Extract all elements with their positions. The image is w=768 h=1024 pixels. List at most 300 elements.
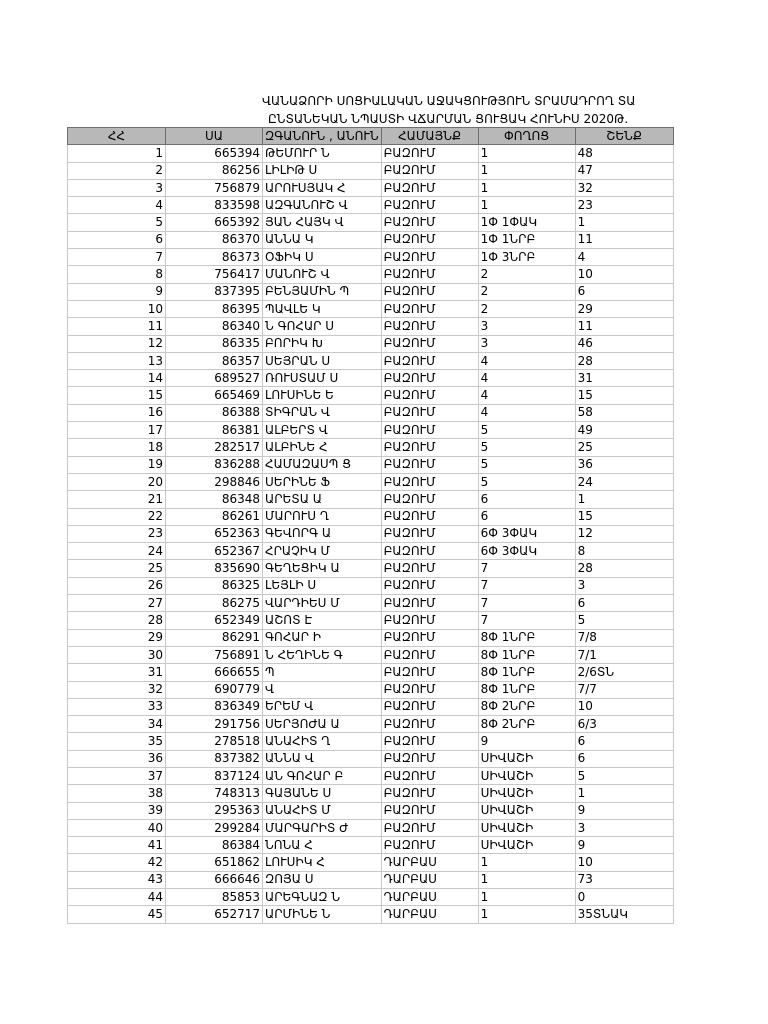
cell-street: 7 [478,612,575,629]
cell-street: 8Փ 1ՆՐԲ [478,629,575,646]
cell-building: 31 [575,370,673,387]
cell-id: 837382 [166,750,263,767]
cell-street: 5 [478,439,575,456]
cell-id: 690779 [166,681,263,698]
cell-id: 86325 [166,577,263,594]
cell-number: 2 [68,162,166,179]
cell-number: 7 [68,249,166,266]
cell-name: ՆՈՆԱ Հ [263,837,382,854]
cell-community: ԲԱԶՈՒՄ [381,231,478,248]
cell-number: 32 [68,681,166,698]
cell-name: ԱԶԳԱՆՈՒՇ Վ [263,197,382,214]
cell-id: 756417 [166,266,263,283]
cell-name: ՍԵՅՐԱՆ Ս [263,352,382,369]
cell-building: 12 [575,525,673,542]
cell-building: 28 [575,560,673,577]
cell-building: 49 [575,422,673,439]
cell-name: ՊԱՎԼԵ Կ [263,300,382,317]
cell-name: ՄԱՐՈՒՍ Ղ [263,508,382,525]
cell-street: 6Փ 3ՓԱԿ [478,525,575,542]
cell-street: ՍԻՎԱՇԻ [478,767,575,784]
cell-community: ԲԱԶՈՒՄ [381,179,478,196]
cell-number: 41 [68,837,166,854]
cell-community: ԲԱԶՈՒՄ [381,335,478,352]
cell-number: 13 [68,352,166,369]
cell-building: 11 [575,231,673,248]
cell-community: ԲԱԶՈՒՄ [381,422,478,439]
cell-id: 86261 [166,508,263,525]
cell-community: ԲԱԶՈՒՄ [381,318,478,335]
cell-community: ԲԱԶՈՒՄ [381,716,478,733]
table-row [68,508,674,525]
cell-street: 1 [478,854,575,871]
cell-street: 6 [478,491,575,508]
header-community: ՀԱՄԱՅՆՔ [381,128,478,145]
cell-number: 30 [68,646,166,663]
cell-id: 689527 [166,370,263,387]
cell-name: ՎԱՐԴԻԵՍ Մ [263,595,382,612]
cell-id: 282517 [166,439,263,456]
cell-building: 15 [575,387,673,404]
cell-community: ԲԱԶՈՒՄ [381,508,478,525]
cell-number: 37 [68,767,166,784]
cell-name: ԼՈՒՍԻՆԵ Ե [263,387,382,404]
cell-building: 10 [575,854,673,871]
cell-name: ԱՐԵՏԱ Ա [263,491,382,508]
cell-building: 9 [575,837,673,854]
cell-street: 8Փ 1ՆՐԲ [478,664,575,681]
cell-building: 5 [575,767,673,784]
cell-id: 86291 [166,629,263,646]
cell-name: ԲՈՐԻԿ Խ [263,335,382,352]
cell-building: 11 [575,318,673,335]
cell-number: 16 [68,404,166,421]
table-row [68,266,674,283]
cell-name: ԲԵՆՅԱՄԻՆ Պ [263,283,382,300]
table-row [68,162,674,179]
header-building: ՇԵՆՔ [575,128,673,145]
cell-name: ՏԻԳՐԱՆ Վ [263,404,382,421]
cell-building: 1 [575,785,673,802]
cell-name: ՕՖԻԿ Ս [263,249,382,266]
table-row [68,664,674,681]
cell-number: 25 [68,560,166,577]
cell-name: ԹԵՄՈՒՐ Ն [263,145,382,162]
table-row [68,300,674,317]
cell-street: ՍԻՎԱՇԻ [478,785,575,802]
cell-name: ԱՐԵԳՆԱԶ Ն [263,889,382,906]
cell-community: ԲԱԶՈՒՄ [381,612,478,629]
cell-street: 2 [478,300,575,317]
cell-number: 20 [68,473,166,490]
cell-id: 85853 [166,889,263,906]
cell-number: 17 [68,422,166,439]
table-row [68,283,674,300]
cell-number: 14 [68,370,166,387]
cell-number: 27 [68,595,166,612]
cell-street: 4 [478,352,575,369]
cell-id: 665392 [166,214,263,231]
cell-street: 5 [478,422,575,439]
cell-community: ԴԱՐԲԱՍ [381,871,478,888]
cell-building: 48 [575,145,673,162]
cell-street: 1 [478,871,575,888]
table-row [68,802,674,819]
table-row [68,819,674,836]
table-row [68,681,674,698]
cell-community: ԲԱԶՈՒՄ [381,473,478,490]
cell-street: 5 [478,473,575,490]
cell-building: 6 [575,750,673,767]
cell-name: ԳՈՀԱՐ Ի [263,629,382,646]
cell-street: 1 [478,162,575,179]
cell-number: 29 [68,629,166,646]
cell-name: ԱՆՆԱ Վ [263,750,382,767]
cell-name: ՌՈՒՍՏԱՄ Ս [263,370,382,387]
cell-name: ՅԱՆ ՀԱՅԿ Վ [263,214,382,231]
cell-name: ԱՆ ԳՈՀԱՐ Բ [263,767,382,784]
cell-name: ԳԵՂԵՑԻԿ Ա [263,560,382,577]
cell-name: ԱԼԲԻՆԵ Հ [263,439,382,456]
cell-id: 86348 [166,491,263,508]
cell-community: ԲԱԶՈՒՄ [381,283,478,300]
cell-name: ՀԱՄԱԶԱՍՊ Ց [263,456,382,473]
cell-id: 665394 [166,145,263,162]
cell-name: ԼԵՅԼԻ Ս [263,577,382,594]
cell-community: ԲԱԶՈՒՄ [381,837,478,854]
cell-id: 666655 [166,664,263,681]
cell-name: ԱՐՈՒՍՅԱԿ Հ [263,179,382,196]
cell-community: ԲԱԶՈՒՄ [381,214,478,231]
cell-building: 28 [575,352,673,369]
table-row [68,698,674,715]
cell-building: 6/3 [575,716,673,733]
cell-community: ԲԱԶՈՒՄ [381,629,478,646]
cell-number: 1 [68,145,166,162]
cell-building: 9 [575,802,673,819]
cell-id: 652363 [166,525,263,542]
table-row [68,491,674,508]
table-row [68,370,674,387]
cell-street: ՍԻՎԱՇԻ [478,819,575,836]
table-row [68,404,674,421]
cell-id: 86340 [166,318,263,335]
cell-building: 7/1 [575,646,673,663]
cell-number: 11 [68,318,166,335]
cell-street: 1 [478,906,575,923]
cell-building: 35ՏՆԱԿ [575,906,673,923]
cell-community: ԲԱԶՈՒՄ [381,145,478,162]
table-row [68,422,674,439]
cell-building: 8 [575,543,673,560]
cell-id: 836349 [166,698,263,715]
cell-name: ԳԱՅԱՆԵ Ս [263,785,382,802]
cell-street: 3 [478,318,575,335]
cell-number: 40 [68,819,166,836]
cell-id: 651862 [166,854,263,871]
cell-number: 5 [68,214,166,231]
table-row [68,145,674,162]
cell-id: 86256 [166,162,263,179]
cell-id: 756879 [166,179,263,196]
cell-name: Ն ՀԵՂԻՆԵ Գ [263,646,382,663]
cell-building: 7/7 [575,681,673,698]
cell-id: 652717 [166,906,263,923]
cell-street: 4 [478,387,575,404]
cell-community: ԲԱԶՈՒՄ [381,785,478,802]
cell-id: 86384 [166,837,263,854]
table-row [68,197,674,214]
table-row [68,352,674,369]
cell-id: 836288 [166,456,263,473]
cell-community: ԴԱՐԲԱՍ [381,889,478,906]
table-row [68,387,674,404]
cell-building: 47 [575,162,673,179]
cell-number: 24 [68,543,166,560]
cell-street: 9 [478,733,575,750]
table-row [68,612,674,629]
table-body [68,145,674,923]
cell-name: Վ [263,681,382,698]
cell-number: 21 [68,491,166,508]
table-row [68,473,674,490]
table-row [68,525,674,542]
cell-street: 8Փ 1ՆՐԲ [478,681,575,698]
cell-name: ԼԻԼԻԹ Ս [263,162,382,179]
cell-community: ԲԱԶՈՒՄ [381,387,478,404]
cell-building: 6 [575,733,673,750]
table-row [68,543,674,560]
cell-street: 2 [478,283,575,300]
cell-name: ԱՐՄԻՆԵ Ն [263,906,382,923]
cell-id: 86373 [166,249,263,266]
cell-community: ԲԱԶՈՒՄ [381,249,478,266]
cell-street: 7 [478,595,575,612]
cell-community: ԲԱԶՈՒՄ [381,404,478,421]
cell-name: ՀՐԱՉԻԿ Մ [263,543,382,560]
cell-id: 652367 [166,543,263,560]
cell-id: 86388 [166,404,263,421]
document-title-line-2: ԸՆՏԱՆԵԿԱՆ ՆՊԱՍՏԻ ՎՃԱՐՄԱՆ ՑՈՒՑԱԿ ՀՈՒՆԻՍ 2020Թ. [268,112,629,126]
cell-number: 15 [68,387,166,404]
cell-community: ԲԱԶՈՒՄ [381,162,478,179]
cell-community: ԲԱԶՈՒՄ [381,681,478,698]
cell-id: 748313 [166,785,263,802]
cell-id: 86275 [166,595,263,612]
cell-name: ԵՐԵՄ Վ [263,698,382,715]
header-id: ՍԱ [166,128,263,145]
cell-street: 2 [478,266,575,283]
cell-building: 3 [575,577,673,594]
cell-community: ԲԱԶՈՒՄ [381,577,478,594]
table-row [68,837,674,854]
cell-building: 23 [575,197,673,214]
table-row [68,231,674,248]
cell-community: ԲԱԶՈՒՄ [381,352,478,369]
cell-id: 837395 [166,283,263,300]
table-row [68,560,674,577]
cell-number: 3 [68,179,166,196]
cell-street: 8Փ 2ՆՐԲ [478,716,575,733]
cell-number: 8 [68,266,166,283]
cell-number: 38 [68,785,166,802]
cell-community: ԲԱԶՈՒՄ [381,750,478,767]
table-row [68,214,674,231]
cell-community: ԲԱԶՈՒՄ [381,300,478,317]
cell-community: ԲԱԶՈՒՄ [381,595,478,612]
table-row [68,785,674,802]
cell-community: ԴԱՐԲԱՍ [381,854,478,871]
cell-id: 86381 [166,422,263,439]
table-row [68,767,674,784]
cell-id: 299284 [166,819,263,836]
cell-community: ԴԱՐԲԱՍ [381,906,478,923]
cell-number: 9 [68,283,166,300]
header-street: ՓՈՂՈՑ [478,128,575,145]
table-row [68,249,674,266]
cell-building: 1 [575,491,673,508]
cell-building: 29 [575,300,673,317]
cell-building: 36 [575,456,673,473]
table-row [68,871,674,888]
cell-street: 1 [478,179,575,196]
cell-building: 5 [575,612,673,629]
cell-street: 8Փ 1ՆՐԲ [478,646,575,663]
cell-number: 18 [68,439,166,456]
header-name: ԶԳԱՆՈՒՆ , ԱՆՈՒՆ [263,128,382,145]
cell-building: 2/6ՏՆ [575,664,673,681]
cell-id: 833598 [166,197,263,214]
cell-community: ԲԱԶՈՒՄ [381,439,478,456]
cell-id: 295363 [166,802,263,819]
cell-id: 86395 [166,300,263,317]
cell-number: 43 [68,871,166,888]
cell-number: 12 [68,335,166,352]
cell-number: 23 [68,525,166,542]
cell-building: 0 [575,889,673,906]
table-row [68,854,674,871]
cell-name: ԱՆԱՀԻՏ Մ [263,802,382,819]
cell-id: 291756 [166,716,263,733]
cell-name: ԱԼԲԵՐՏ Վ [263,422,382,439]
cell-community: ԲԱԶՈՒՄ [381,525,478,542]
cell-building: 10 [575,266,673,283]
cell-building: 24 [575,473,673,490]
cell-street: ՍԻՎԱՇԻ [478,750,575,767]
cell-building: 25 [575,439,673,456]
cell-street: 4 [478,370,575,387]
cell-street: 6Փ 3ՓԱԿ [478,543,575,560]
cell-name: ՄԱՆՈՒՇ Վ [263,266,382,283]
cell-community: ԲԱԶՈՒՄ [381,698,478,715]
cell-name: ՍԵՐԻՆԵ Ֆ [263,473,382,490]
cell-community: ԲԱԶՈՒՄ [381,491,478,508]
table-row [68,179,674,196]
cell-street: 1 [478,197,575,214]
cell-id: 278518 [166,733,263,750]
cell-community: ԲԱԶՈՒՄ [381,543,478,560]
cell-id: 298846 [166,473,263,490]
cell-name: ԱՆՆԱ Կ [263,231,382,248]
cell-building: 6 [575,595,673,612]
cell-name: ԼՈՒՍԻԿ Հ [263,854,382,871]
cell-number: 45 [68,906,166,923]
table-row [68,318,674,335]
table-row [68,629,674,646]
table-header-row [68,128,674,145]
cell-community: ԲԱԶՈՒՄ [381,456,478,473]
cell-id: 756891 [166,646,263,663]
cell-building: 58 [575,404,673,421]
table-row [68,456,674,473]
cell-building: 7/8 [575,629,673,646]
cell-id: 835690 [166,560,263,577]
cell-community: ԲԱԶՈՒՄ [381,370,478,387]
cell-name: ԶՈՅԱ Ս [263,871,382,888]
cell-street: 6 [478,508,575,525]
cell-building: 73 [575,871,673,888]
cell-id: 86357 [166,352,263,369]
cell-number: 36 [68,750,166,767]
cell-id: 665469 [166,387,263,404]
document-title-line-1: ՎԱՆԱՁՈՐԻ ՍՈՑԻԱԼԱԿԱՆ ԱՋԱԿՑՈՒԹՅՈՒՆ ՏՐԱՄԱԴՐՈՂ ՏԱ [262,94,636,108]
cell-id: 837124 [166,767,263,784]
cell-community: ԲԱԶՈՒՄ [381,266,478,283]
cell-number: 10 [68,300,166,317]
cell-street: ՍԻՎԱՇԻ [478,837,575,854]
cell-street: 1Փ 1ՆՐԲ [478,231,575,248]
cell-community: ԲԱԶՈՒՄ [381,560,478,577]
cell-name: ԳԵՎՈՐԳ Ա [263,525,382,542]
cell-building: 10 [575,698,673,715]
cell-number: 44 [68,889,166,906]
cell-number: 42 [68,854,166,871]
cell-number: 39 [68,802,166,819]
table-row [68,750,674,767]
cell-community: ԲԱԶՈՒՄ [381,767,478,784]
cell-street: 7 [478,577,575,594]
table-row [68,889,674,906]
cell-building: 32 [575,179,673,196]
cell-street: 7 [478,560,575,577]
table-row [68,906,674,923]
cell-building: 15 [575,508,673,525]
table-row [68,335,674,352]
table-row [68,716,674,733]
cell-number: 22 [68,508,166,525]
cell-building: 46 [575,335,673,352]
table-row [68,733,674,750]
cell-building: 4 [575,249,673,266]
cell-street: 1 [478,889,575,906]
cell-number: 4 [68,197,166,214]
cell-id: 86370 [166,231,263,248]
cell-street: 1 [478,145,575,162]
cell-number: 35 [68,733,166,750]
cell-number: 28 [68,612,166,629]
table-row [68,439,674,456]
cell-number: 31 [68,664,166,681]
cell-number: 34 [68,716,166,733]
cell-name: ԱՇՈՏ Է [263,612,382,629]
cell-street: 5 [478,456,575,473]
payment-list-table [67,127,674,924]
cell-community: ԲԱԶՈՒՄ [381,802,478,819]
cell-number: 19 [68,456,166,473]
cell-name: ՍԵՐՅՈԺԱ Ա [263,716,382,733]
cell-street: 4 [478,404,575,421]
cell-building: 1 [575,214,673,231]
